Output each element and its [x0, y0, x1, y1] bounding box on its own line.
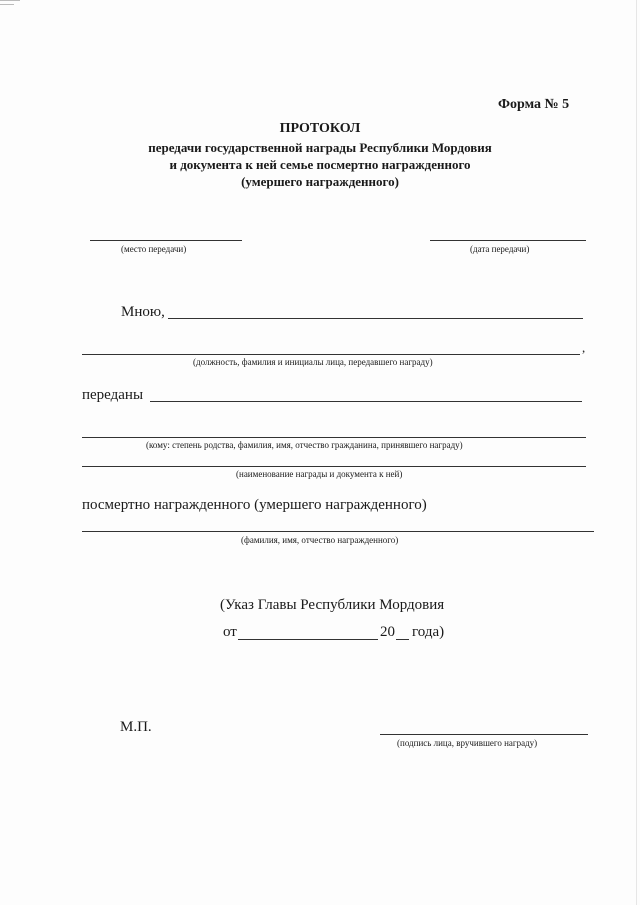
recipient-line: [82, 437, 586, 438]
form-number: Форма № 5: [498, 97, 570, 112]
giver-caption: (должность, фамилия и инициалы лица, передавшего награду): [193, 357, 433, 367]
award-caption: (наименование награды и документа к ней): [236, 469, 403, 479]
document-subtitle-line-3: (умершего награжденного): [241, 174, 399, 189]
decree-date-line: [238, 639, 378, 640]
scan-artifact: [0, 4, 14, 5]
signature-line: [380, 734, 588, 735]
place-line: [90, 240, 242, 241]
decree-year-prefix: 20: [380, 624, 395, 640]
posthumous-text: посмертно награжденного (умершего награжденного): [82, 497, 427, 513]
giver-comma: ,: [582, 340, 586, 355]
stamp-label: М.П.: [120, 719, 152, 735]
awardee-line: [82, 531, 594, 532]
decree-date-suffix: года): [412, 624, 445, 640]
awardee-caption: (фамилия, имя, отчество награжденного): [241, 535, 399, 545]
document-subtitle-line-2: и документа к ней семье посмертно награжденного: [169, 157, 471, 172]
document-subtitle-line-1: передачи государственной награды Республики Мордовия: [148, 140, 492, 155]
scan-artifact: [0, 0, 20, 1]
transferred-line: [150, 401, 582, 402]
transferred-label: переданы: [82, 387, 144, 403]
signature-caption: (подпись лица, вручившего награду): [397, 738, 538, 748]
giver-line: [82, 354, 580, 355]
by-me-label: Мною,: [121, 304, 165, 320]
document-title: ПРОТОКОЛ: [279, 121, 361, 136]
recipient-caption: (кому: степень родства, фамилия, имя, отчество гражданина, принявшего награду): [146, 440, 463, 450]
award-line: [82, 466, 586, 467]
date-caption: (дата передачи): [470, 244, 530, 254]
date-line: [430, 240, 586, 241]
decree-date-prefix: от: [223, 624, 237, 640]
place-caption: (место передачи): [121, 244, 187, 254]
decree-year-line: [396, 639, 409, 640]
by-me-line: [168, 318, 583, 319]
decree-line: (Указ Главы Республики Мордовия: [220, 597, 445, 613]
